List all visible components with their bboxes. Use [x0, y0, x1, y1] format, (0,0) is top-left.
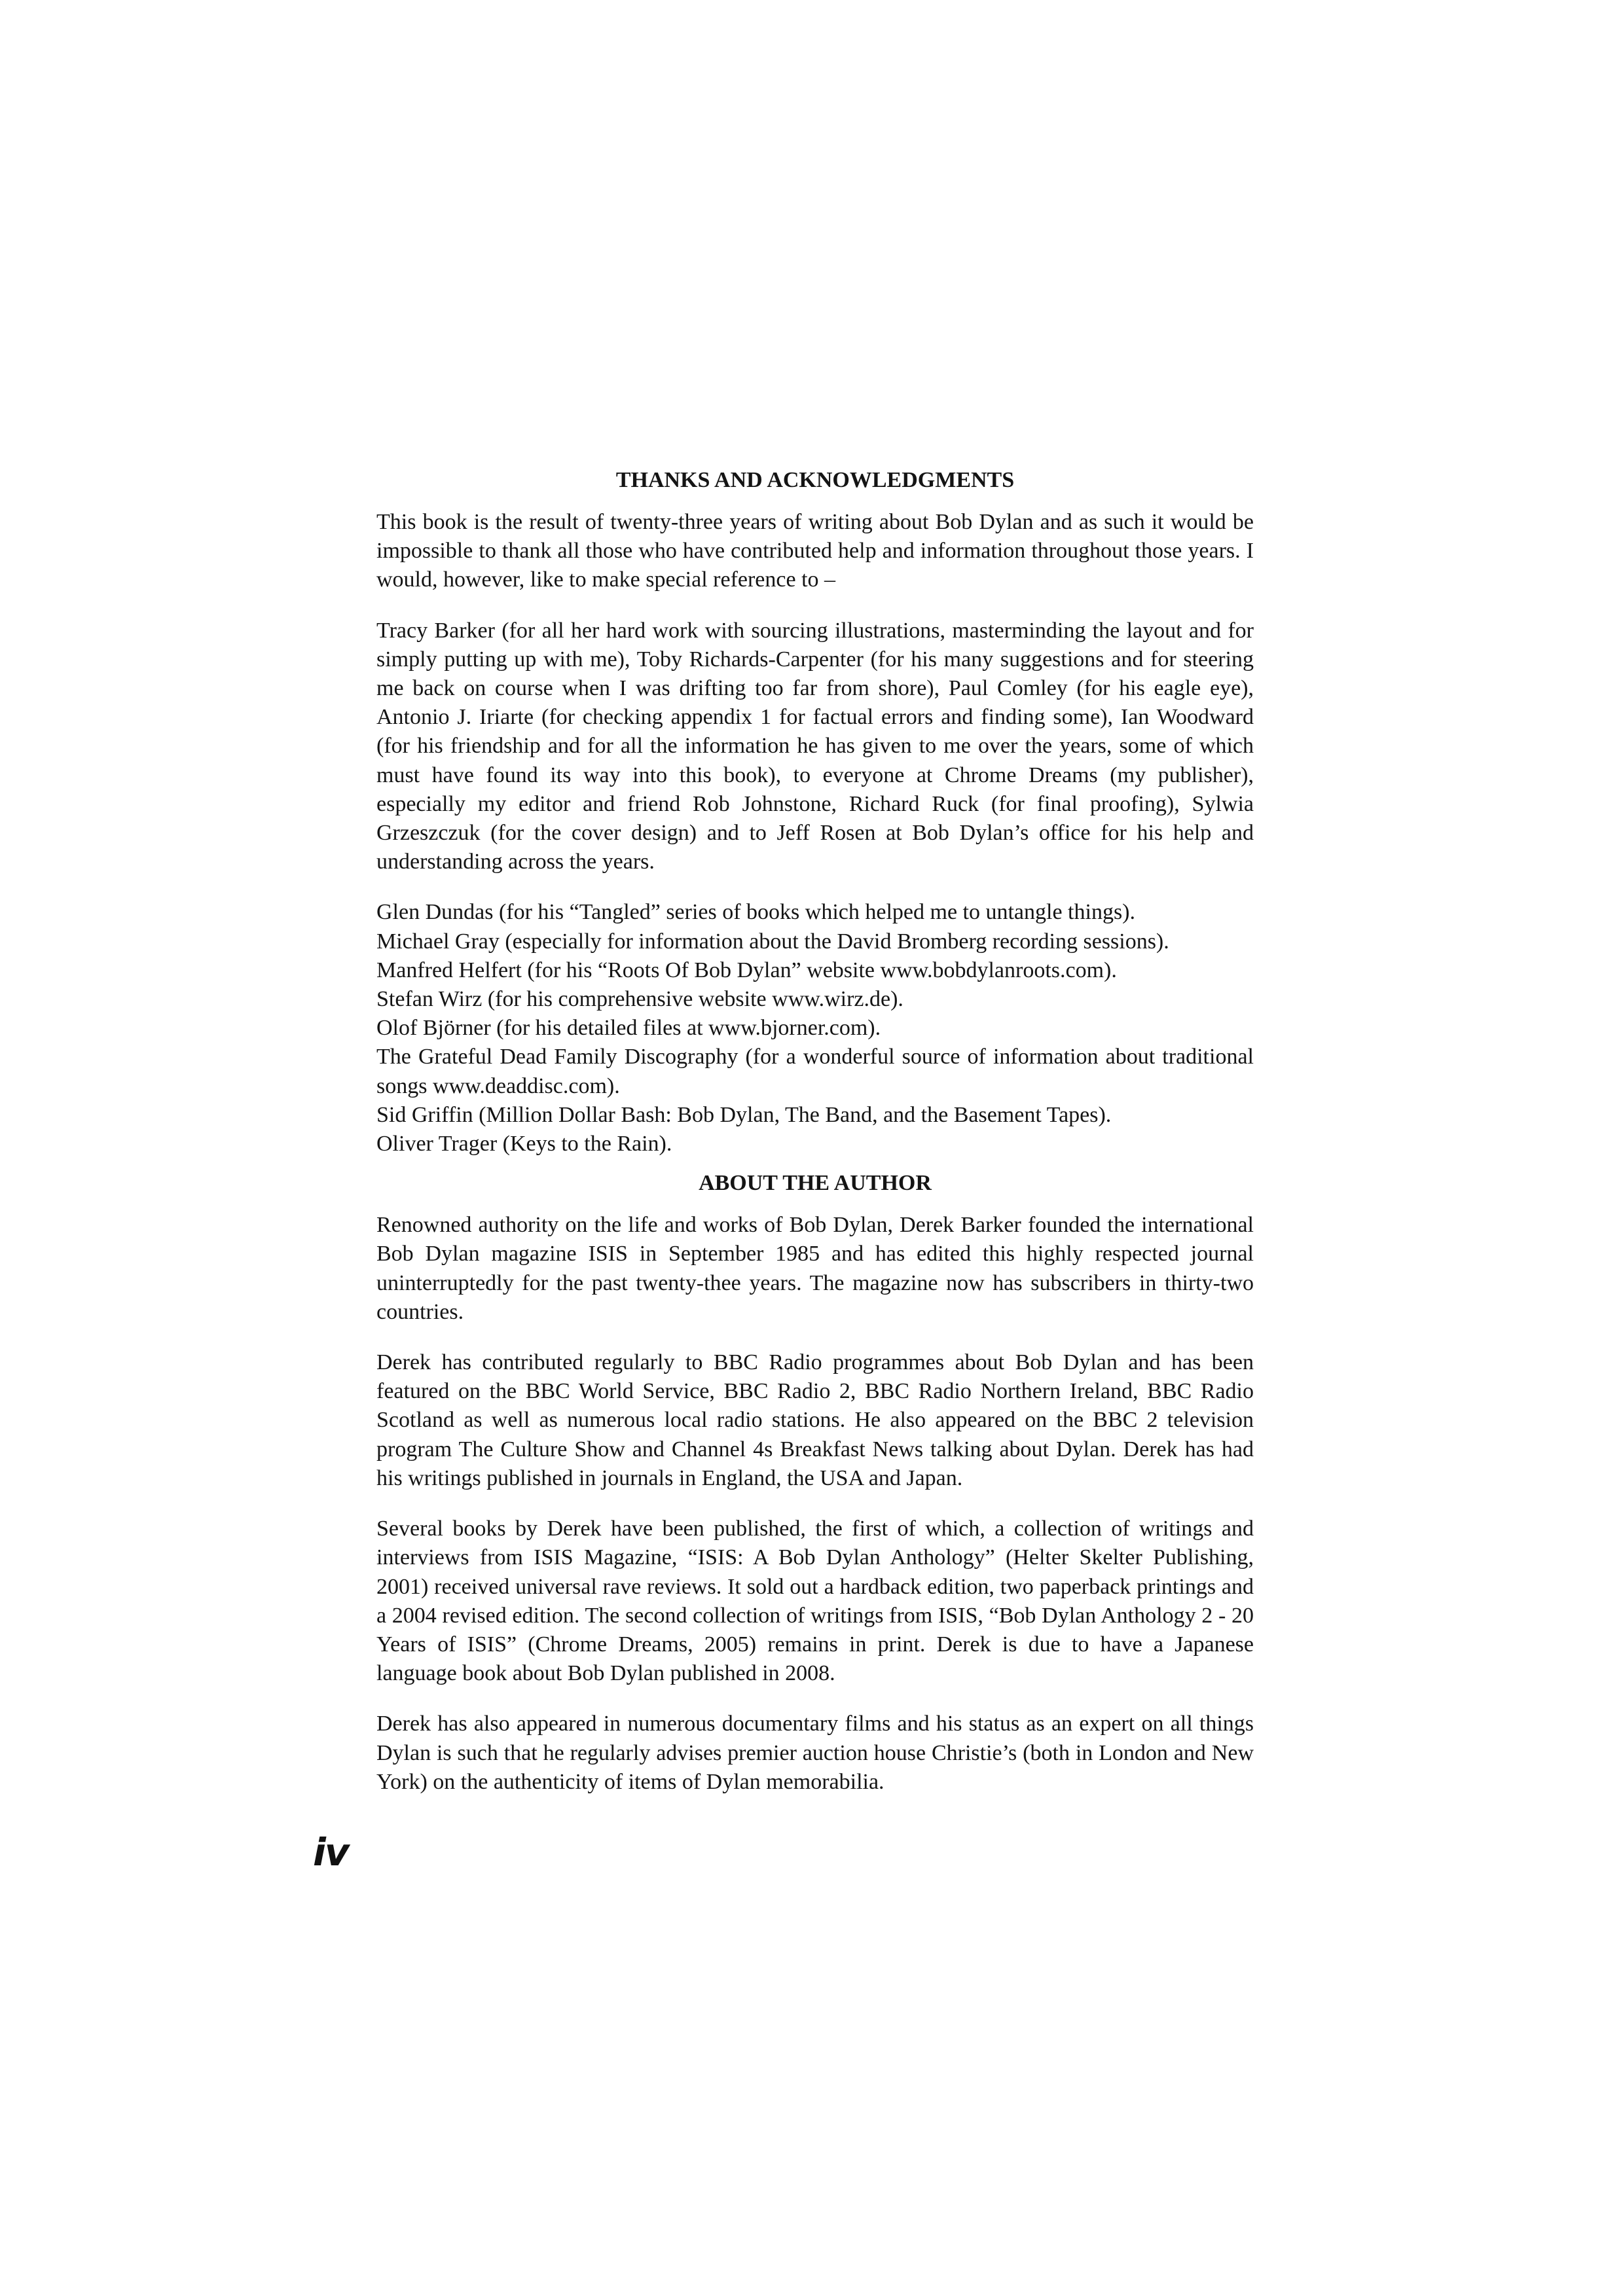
page-number: iv — [313, 1830, 348, 1874]
source-item: Olof Björner (for his detailed files at www.bjorner.com). — [376, 1016, 881, 1041]
about-paragraph: Derek has contributed regularly to BBC Radio programmes about Bob Dylan and has been featured on the BBC World Service, BBC Radio 2, BBC Radio Northern Ireland, BBC Radio Scotland as well as numerous local radio stations. He also appeared on the BBC 2 television program The Culture Show and Channel 4s Breakfast News talking about Dylan. Derek has had his writings published in journals in England, the USA and Japan. — [376, 1350, 1254, 1490]
source-item: Manfred Helfert (for his “Roots Of Bob Dylan” website www.bobdylanroots.com). — [376, 958, 1117, 982]
about-paragraph: Several books by Derek have been published, the first of which, a collection of writings and interviews from ISIS Magazine, “ISIS: A Bob Dylan Anthology” (Helter Skelter Publishing, 2001) received universal rave reviews. It sold out a hardback edition, two paperback printings and a 2004 revised edition. The second collection of writings from ISIS, “Bob Dylan Anthology 2 - 20 Years of ISIS” (Chrome Dreams, 2005) remains in print. Derek is due to have a Japanese language book about Bob Dylan published in 2008. — [376, 1516, 1254, 1686]
about-paragraph: Renowned authority on the life and works of Bob Dylan, Derek Barker founded the international Bob Dylan magazine ISIS in September 1985 and has edited this highly respected journal uninterruptedly for the past twenty-thee years. The magazine now has subscribers in thirty-two countries. — [376, 1213, 1254, 1324]
about-paragraph: Derek has also appeared in numerous documentary films and his status as an expert on all things Dylan is such that he regularly advises premier auction house Christie’s (both in London and New York) on the authenticity of items of Dylan memorabilia. — [376, 1712, 1254, 1794]
source-item: The Grateful Dead Family Discography (for a wonderful source of information about traditional songs www.deaddisc.com). — [376, 1045, 1254, 1098]
thanks-people-paragraph: Tracy Barker (for all her hard work with sourcing illustrations, masterminding the layout and for simply putting up with me), Toby Richards-Carpenter (for his many suggestions and for steering me back on course when I was drifting too far from shore), Paul Comley (for his eagle eye), Antonio J. Iriarte (for checking appendix 1 for factual errors and finding some), Ian Woodward (for his friendship and for all the information he has given to me over the years, some of which must have found its way into this book), to everyone at Chrome Dreams (my publisher), especially my editor and friend Rob Johnstone, Richard Ruck (for final proofing), Sylwia Grzeszczuk (for the cover design) and to Jeff Rosen at Bob Dylan’s office for his help and understanding across the years. — [376, 618, 1254, 874]
source-item: Oliver Trager (Keys to the Rain). — [376, 1132, 672, 1157]
about-heading: ABOUT THE AUTHOR — [699, 1171, 932, 1196]
source-item: Sid Griffin (Million Dollar Bash: Bob Dylan, The Band, and the Basement Tapes). — [376, 1102, 1112, 1127]
thanks-intro-paragraph: This book is the result of twenty-three years of writing about Bob Dylan and as such it would be impossible to thank all those who have contributed help and information throughout those years. I would, however, like to make special reference to – — [376, 510, 1254, 592]
thanks-heading: THANKS AND ACKNOWLEDGMENTS — [615, 468, 1015, 492]
sources-list — [376, 898, 1254, 1158]
source-item: Michael Gray (especially for information about the David Bromberg recording sessions). — [376, 929, 1169, 954]
source-item: Stefan Wirz (for his comprehensive website www.wirz.de). — [376, 987, 903, 1012]
page-content — [376, 466, 1254, 1797]
source-item: Glen Dundas (for his “Tangled” series of books which helped me to untangle things). — [376, 900, 1136, 925]
